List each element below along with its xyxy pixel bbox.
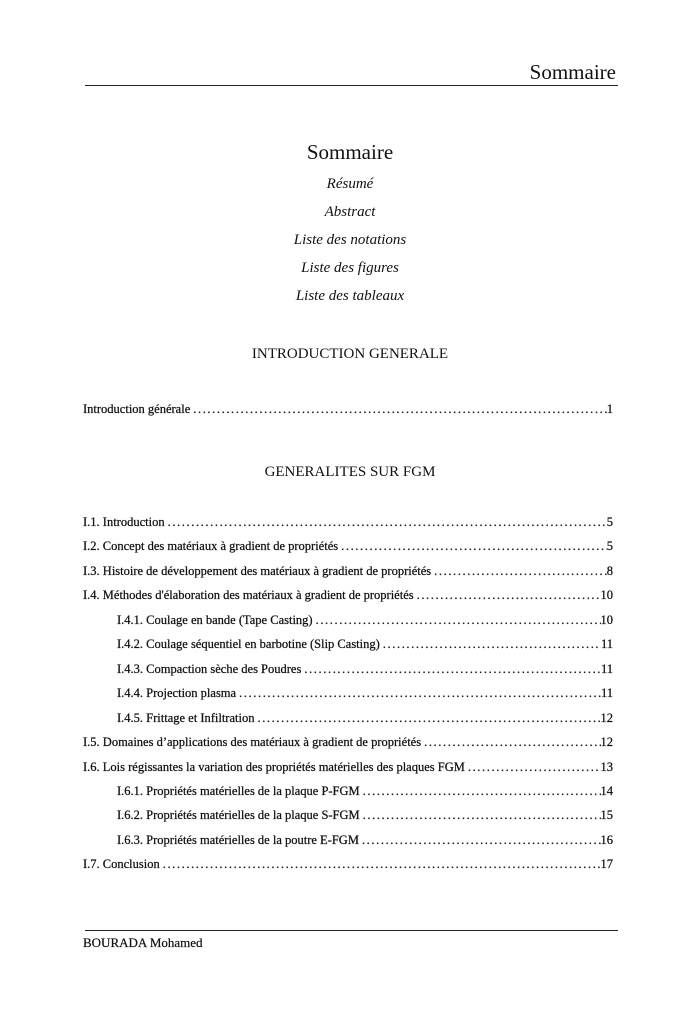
toc-entry-page: 12 xyxy=(600,710,613,725)
dot-leader xyxy=(383,637,601,652)
toc-entry-label: I.2. Concept des matériaux à gradient de propriétés xyxy=(83,539,339,554)
footer-author: BOURADA Mohamed xyxy=(83,935,203,950)
toc-entry-page: 1 xyxy=(606,402,613,416)
toc-entry[interactable] xyxy=(117,833,613,848)
page-title: Sommaire xyxy=(306,140,394,164)
toc-entry-page: 10 xyxy=(600,588,613,603)
header-rule xyxy=(85,85,618,86)
toc-entry-label: I.3. Histoire de développement des matériaux à gradient de propriétés xyxy=(83,563,432,578)
toc-entry-label: I.7. Conclusion xyxy=(83,857,160,872)
toc-entry[interactable] xyxy=(117,784,613,799)
toc-entry-page: 11 xyxy=(600,637,613,652)
toc-entry-page: 8 xyxy=(606,563,613,578)
section-heading: GENERALITES SUR FGM xyxy=(264,464,436,480)
toc-entry-label: I.6.1. Propriétés matérielles de la plaque P-FGM xyxy=(117,783,360,798)
running-header: Sommaire xyxy=(529,60,616,84)
dot-leader xyxy=(304,662,601,677)
toc-entry[interactable] xyxy=(83,515,613,530)
footer-rule xyxy=(85,930,618,931)
toc-entry-page: 13 xyxy=(600,759,613,774)
toc-entry-page: 11 xyxy=(600,686,613,701)
toc-entry-label: I.1. Introduction xyxy=(83,515,165,529)
toc-entry[interactable] xyxy=(83,539,613,554)
dot-leader xyxy=(362,833,601,848)
dot-leader xyxy=(193,402,607,417)
section-heading: INTRODUCTION GENERALE xyxy=(251,346,449,362)
front-matter-tables[interactable]: Liste des tableaux xyxy=(295,288,405,304)
toc-entry-page: 5 xyxy=(606,539,613,554)
toc-entry-page: 16 xyxy=(600,832,613,847)
toc-entry-label: I.4.3. Compaction sèche des Poudres xyxy=(117,661,302,676)
dot-leader xyxy=(363,808,601,823)
toc-entry-page: 11 xyxy=(600,661,613,676)
toc-entry[interactable] xyxy=(117,637,613,652)
toc-entry-label: I.4.4. Projection plasma xyxy=(117,686,237,701)
toc-entry-label: I.6.2. Propriétés matérielles de la plaque S-FGM xyxy=(117,808,360,823)
dot-leader xyxy=(417,588,601,603)
toc-entry[interactable] xyxy=(83,564,613,579)
front-matter-resume[interactable]: Résumé xyxy=(326,176,374,192)
toc-entry-label: I.4.5. Frittage et Infiltration xyxy=(117,710,255,725)
front-matter-notations[interactable]: Liste des notations xyxy=(293,232,407,248)
toc-entry[interactable] xyxy=(83,402,613,417)
dot-leader xyxy=(163,857,601,872)
toc-entry-page: 5 xyxy=(606,515,613,529)
toc-entry-page: 17 xyxy=(600,857,613,872)
toc-entry-page: 14 xyxy=(600,783,613,798)
toc-entry[interactable] xyxy=(117,686,613,701)
toc-entry-label: I.4.1. Coulage en bande (Tape Casting) xyxy=(117,612,313,627)
toc-entry-label: Introduction générale xyxy=(83,402,191,416)
toc-entry-page: 15 xyxy=(600,808,613,823)
toc-entry-label: I.4. Méthodes d'élaboration des matériaux à gradient de propriétés xyxy=(83,588,414,603)
dot-leader xyxy=(316,613,601,628)
toc-entry-label: I.5. Domaines d’applications des matériaux à gradient de propriétés xyxy=(83,735,422,750)
dot-leader xyxy=(434,564,607,579)
front-matter-abstract[interactable]: Abstract xyxy=(324,204,376,220)
toc-entry[interactable] xyxy=(117,808,613,823)
toc-entry[interactable] xyxy=(83,760,613,775)
dot-leader xyxy=(424,735,600,750)
toc-entry[interactable] xyxy=(117,613,613,628)
toc-entry-page: 12 xyxy=(600,735,613,750)
toc-entry[interactable] xyxy=(83,588,613,603)
dot-leader xyxy=(363,784,601,799)
toc-entry[interactable] xyxy=(117,662,613,677)
toc-entry-label: I.4.2. Coulage séquentiel en barbotine (Slip Casting) xyxy=(117,637,380,652)
toc-entry-label: I.6. Lois régissantes la variation des propriétés matérielles des plaques FGM xyxy=(83,759,465,774)
toc-entry[interactable] xyxy=(83,735,613,750)
toc-entry-page: 10 xyxy=(600,612,613,627)
dot-leader xyxy=(341,539,607,554)
dot-leader xyxy=(168,515,607,530)
front-matter-figures[interactable]: Liste des figures xyxy=(301,260,399,276)
toc-entry-label: I.6.3. Propriétés matérielles de la poutre E-FGM xyxy=(117,832,359,847)
dot-leader xyxy=(468,760,601,775)
dot-leader xyxy=(257,711,600,726)
dot-leader xyxy=(239,686,601,701)
toc-entry[interactable] xyxy=(83,857,613,872)
toc-entry[interactable] xyxy=(117,711,613,726)
